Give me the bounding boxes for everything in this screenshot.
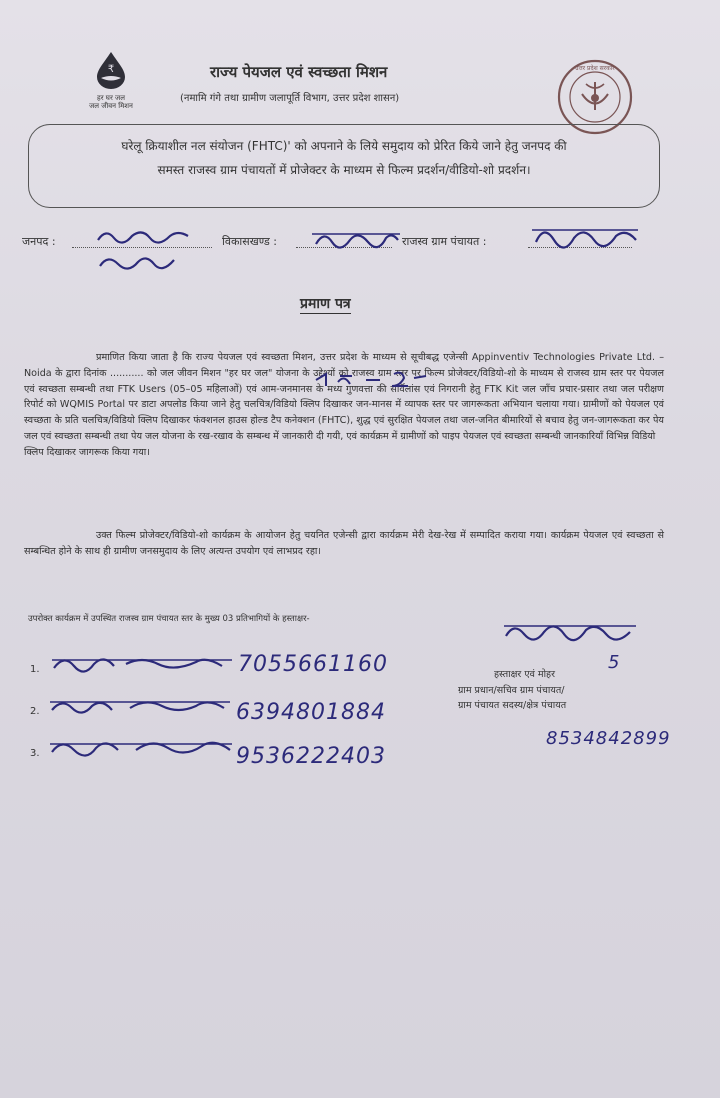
- participant-number: 1.: [30, 664, 40, 675]
- member-label: ग्राम पंचायत सदस्य/क्षेत्र पंचायत: [458, 700, 567, 711]
- mission-subtitle: (नमामि गंगे तथा ग्रामीण जलापूर्ति विभाग, उत्तर प्रदेश शासन): [180, 93, 400, 104]
- panchayat-label: राजस्व ग्राम पंचायत :: [402, 235, 487, 248]
- panchayat-handwriting: [532, 218, 642, 258]
- certificate-body-2: [24, 528, 664, 560]
- program-banner: [28, 124, 660, 208]
- participant-row-1: [30, 664, 40, 675]
- participant-number: 2.: [30, 706, 40, 717]
- block-handwriting: [312, 222, 402, 258]
- svg-text:₹: ₹: [107, 64, 115, 75]
- signature-note: उपरोक्त कार्यक्रम में उपस्थित राजस्व ग्राम पंचायत स्तर के मुख्य 03 प्रतिभागियों के हस्ताक्षर-: [28, 614, 310, 624]
- district-label: जनपद :: [22, 235, 56, 248]
- banner-line-2: समस्त राजस्व ग्राम पंचायतों में प्रोजेक्टर के माध्यम से फिल्म प्रदर्शन/वीडियो-शो प्रदर्शन।: [157, 163, 531, 177]
- body-paragraph-1-tail: क्लिप दिखाकर जागरूक किया गया।: [24, 446, 150, 458]
- date-handwriting: [310, 366, 430, 390]
- banner-line-1: घरेलू क्रियाशील नल संयोजन (FHTC)' को अपनाने के लिये समुदाय को प्रेरित किये जाने हेतु जनपद की: [121, 139, 567, 153]
- certificate-heading: प्रमाण पत्र: [300, 296, 351, 312]
- participant-2-signature: [46, 692, 236, 722]
- pradhan-signature: [500, 614, 640, 650]
- participant-3-signature: [46, 732, 236, 764]
- pradhan-label: ग्राम प्रधान/सचिव ग्राम पंचायत/: [458, 685, 565, 696]
- block-label: विकासखण्ड :: [222, 235, 278, 248]
- signature-seal-label: हस्ताक्षर एवं मोहर: [494, 669, 555, 680]
- participant-3-phone: 9536222403: [236, 744, 386, 769]
- har-ghar-jal-logo: [80, 50, 142, 110]
- district-handwriting: [92, 224, 212, 280]
- body-paragraph-2: उक्त फिल्म प्रोजेक्टर/विडियो-शो कार्यक्रम के आयोजन हेतु चयनित एजेन्सी द्वारा कार्यक्रम मेरी देख-रेख में सम्पादित कराया गया। कार्यक्रम पेयजल एवं स्वच्छता से सम्बन्धित होने के साथ ही ग्रामीण जनसमुदाय के लिए अत्यन्त उपयोग एवं लाभप्रद रहा।: [24, 530, 664, 557]
- mission-title: राज्य पेयजल एवं स्वच्छता मिशन: [210, 63, 388, 81]
- participant-number: 3.: [30, 748, 40, 759]
- body-paragraph-1: प्रमाणित किया जाता है कि राज्य पेयजल एवं स्वच्छता मिशन, उत्तर प्रदेश के माध्यम से सूचीबद्ध एजेन्सी Appinventiv Technologies Private Ltd. – Noida के द्वारा दिनांक ........... को जल जीवन मिशन "हर घर जल" योजना के उद्देश्यों को राजस्व ग्राम स्तर पर फिल्म प्रोजेक्टर/विडियो-शो के माध्यम से राजस्व ग्राम स्तर पर पेयजल एवं स्वच्छता सम्बन्धी तथा FTK Users (05–05 महिलाओं) एवं आम-जनमानस के मध्य गुणवत्ता की सर्विलांस एवं निगरानी हेतु FTK Kit जल जाँच प्रचार-प्रसार तथा जल परीक्षण रिपोर्ट को WQMIS Portal पर डाटा अपलोड किया जाने हेतु चलचित्र/विडियो क्लिप दिखाकर जन-मानस में व्यापक स्तर पर जागरूकता अभियान चलाया गया। ग्रामीणों को पेयजल एवं स्वच्छता के प्रति चलचित्र/विडियो क्लिप दिखाकर फंक्शनल हाउस होल्ड टैप कनेक्शन (FHTC), शुद्ध एवं सुरक्षित पेयजल तथा जल-जनित बीमारियों से बचाव हेतु जन-जागरूकता कर पेय जल एवं स्वच्छता सम्बन्धी तथा पेय जल योजना के रख-रखाव के सम्बन्ध में जानकारी दी गयी, एवं कार्यक्रम में ग्रामीणों को पाइप पेयजल एवं स्वच्छता सम्बन्धी जानकारियॉं विभिन्न विडियो: [24, 352, 664, 442]
- water-drop-icon: [91, 50, 131, 90]
- participant-1-signature: [46, 650, 236, 680]
- participant-row-3: [30, 748, 40, 759]
- seal-text: उत्तर प्रदेश सरकार: [575, 65, 615, 72]
- logo-tagline: हर घर जल जल जीवन मिशन: [89, 94, 133, 110]
- participant-1-phone: 7055661160: [238, 652, 388, 677]
- participant-row-2: [30, 706, 40, 717]
- participant-2-phone: 6394801884: [236, 700, 386, 725]
- ward-number: 5: [608, 652, 620, 673]
- pradhan-phone: 8534842899: [546, 728, 671, 749]
